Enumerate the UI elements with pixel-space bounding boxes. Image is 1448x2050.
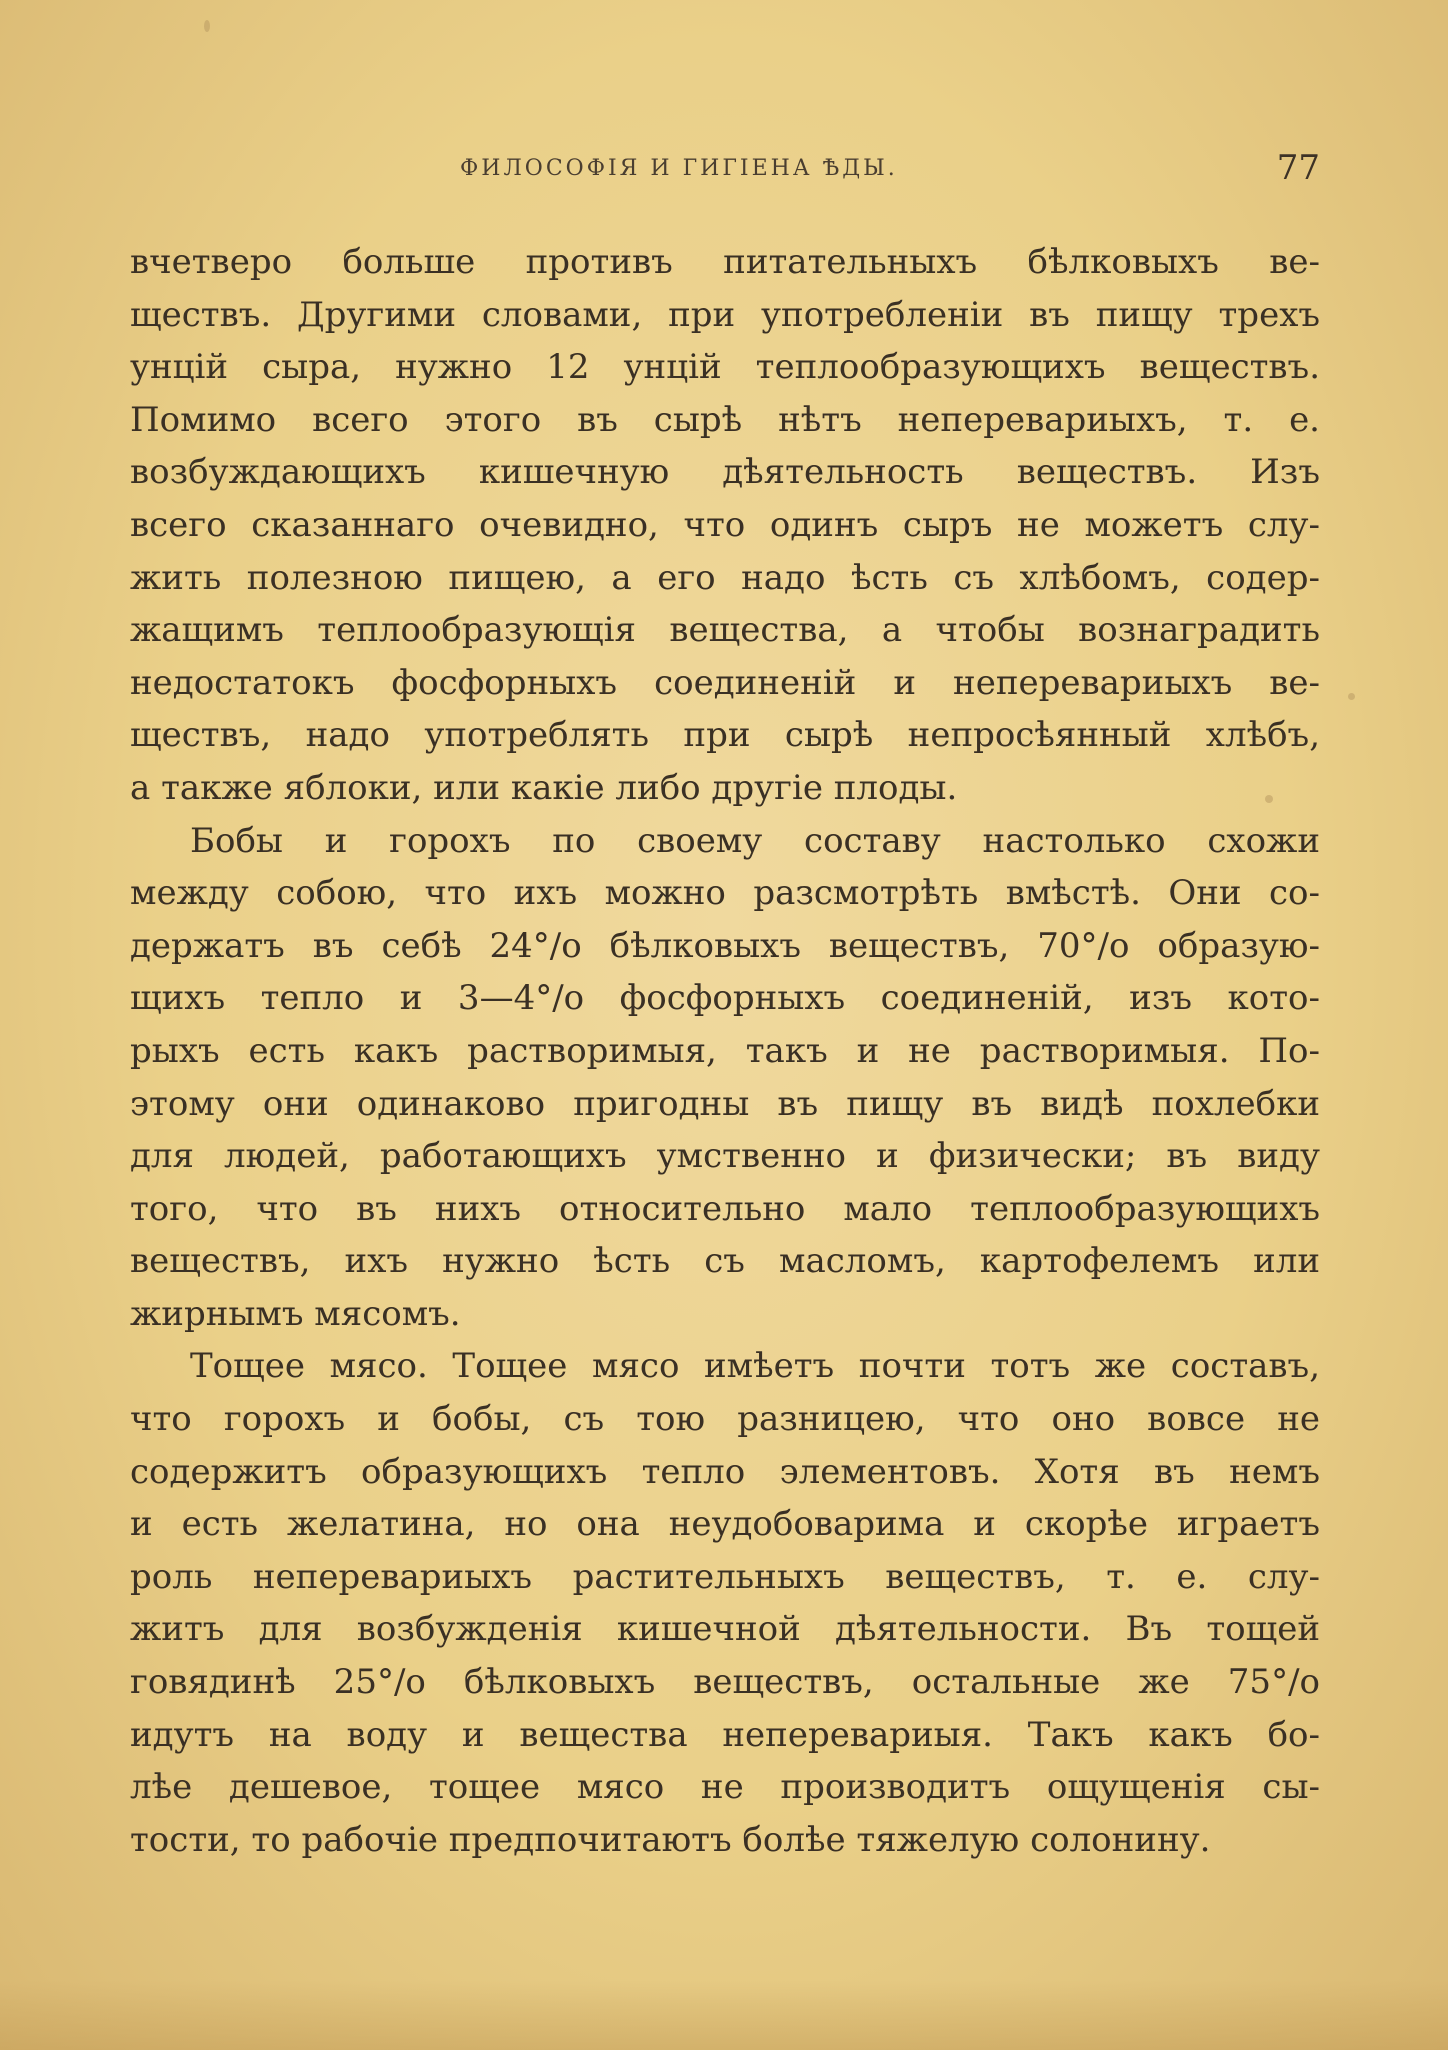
text-line: житъ для возбужденія кишечной дѣятельности. Въ тощей xyxy=(130,1609,1320,1650)
text-line: роль неперевариыхъ растительныхъ веществъ, т. е. слу- xyxy=(130,1556,1320,1597)
page-bottom-edge xyxy=(0,1980,1448,2050)
ink-spot xyxy=(204,20,210,32)
text-line: щихъ тепло и 3—4°/о фосфорныхъ соединеній, изъ кото- xyxy=(130,978,1320,1019)
text-line: между собою, что ихъ можно разсмотрѣть вмѣстѣ. Они со- xyxy=(130,873,1320,914)
text-line: веществъ, ихъ нужно ѣсть съ масломъ, картофелемъ или xyxy=(130,1241,1320,1282)
text-line: унцій сыра, нужно 12 унцій теплообразующихъ веществъ. xyxy=(130,347,1320,388)
text-line: Помимо всего этого въ сырѣ нѣтъ неперевариыхъ, т. е. xyxy=(130,399,1320,440)
text-line: тости, то рабочіе предпочитаютъ болѣе тяжелую солонину. xyxy=(130,1819,1211,1860)
text-line: недостатокъ фосфорныхъ соединеній и неперевариыхъ ве- xyxy=(130,662,1320,703)
text-line: ществъ. Другими словами, при употребленіи въ пищу трехъ xyxy=(130,294,1320,335)
text-line: лѣе дешевое, тощее мясо не производитъ ощущенія сы- xyxy=(130,1767,1320,1808)
paragraph-start-line: Бобы и горохъ по своему составу настолько схожи xyxy=(190,820,1320,861)
text-line: держатъ въ себѣ 24°/о бѣлковыхъ веществъ, 70°/о образую- xyxy=(130,925,1320,966)
text-line: всего сказаннаго очевидно, что одинъ сыръ не можетъ слу- xyxy=(130,504,1320,545)
text-line: а также яблоки, или какіе либо другіе плоды. xyxy=(130,767,958,808)
text-line: и есть желатина, но она неудобоварима и скорѣе играетъ xyxy=(130,1504,1320,1545)
paragraph-start-line: Тощее мясо. Тощее мясо имѣетъ почти тотъ же составъ, xyxy=(190,1346,1320,1387)
text-line: возбуждающихъ кишечную дѣятельность веществъ. Изъ xyxy=(130,452,1320,493)
text-line: для людей, работающихъ умственно и физически; въ виду xyxy=(130,1136,1320,1177)
text-line: говядинѣ 25°/о бѣлковыхъ веществъ, остальные же 75°/о xyxy=(130,1662,1320,1703)
text-line: того, что въ нихъ относительно мало теплообразующихъ xyxy=(130,1188,1320,1229)
text-line: идутъ на воду и вещества неперевариыя. Такъ какъ бо- xyxy=(130,1714,1320,1755)
text-line: что горохъ и бобы, съ тою разницею, что оно вовсе не xyxy=(130,1399,1320,1440)
body-text xyxy=(130,236,1320,1866)
ink-spot xyxy=(1265,795,1273,803)
text-line: жащимъ теплообразующія вещества, а чтобы вознаградить xyxy=(130,610,1320,651)
text-line: рыхъ есть какъ растворимыя, такъ и не растворимыя. По- xyxy=(130,1030,1320,1071)
text-line: жирнымъ мясомъ. xyxy=(130,1293,461,1334)
page-number: 77 xyxy=(1276,148,1320,188)
text-line: вчетверо больше противъ питательныхъ бѣлковыхъ ве- xyxy=(130,242,1320,282)
text-line: содержитъ образующихъ тепло элементовъ. Хотя въ немъ xyxy=(130,1451,1320,1492)
ink-spot xyxy=(1348,693,1355,700)
running-title: ФИЛОСОФІЯ И ГИГІЕНА ѢДЫ. xyxy=(460,156,898,181)
text-line: этому они одинаково пригодны въ пищу въ видѣ похлебки xyxy=(130,1083,1320,1124)
text-line: жить полезною пищею, а его надо ѣсть съ хлѣбомъ, содер- xyxy=(130,557,1320,598)
text-line: ществъ, надо употреблять при сырѣ непросѣянный хлѣбъ, xyxy=(130,715,1320,756)
page-header xyxy=(130,148,1320,198)
